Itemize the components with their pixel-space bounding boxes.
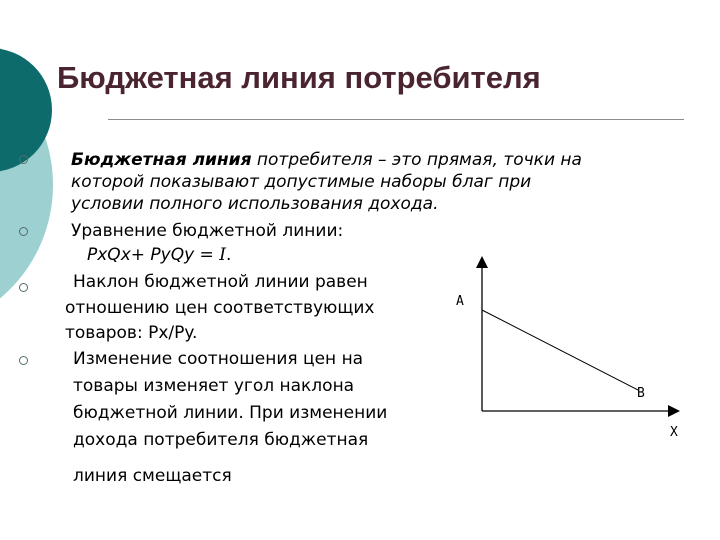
bullet-3-line-1: Наклон бюджетной линии равен <box>73 272 368 292</box>
bullet-1-line-1 <box>71 150 582 170</box>
slide-title: Бюджетная линия потребителя <box>57 60 541 95</box>
bullet-4-line-5: линия смещается <box>73 466 232 486</box>
budget-equation <box>87 245 231 265</box>
budget-line <box>482 310 638 390</box>
x-axis-arrow <box>668 405 680 417</box>
point-b-label: B <box>637 386 645 401</box>
decorative-circles <box>0 0 80 330</box>
y-axis-arrow <box>476 256 488 268</box>
bullet-1-line-2: которой показывают допустимые наборы благ при <box>71 172 532 192</box>
bullet-2-line-1: Уравнение бюджетной линии: <box>71 221 344 241</box>
x-axis-label: X <box>670 425 678 440</box>
equation-formula: PxQx+ PyQy = <box>87 245 220 265</box>
title-divider <box>108 119 684 120</box>
bullet-4-line-2: товары изменяет угол наклона <box>73 376 355 396</box>
bullet-4-line-1: Изменение соотношения цен на <box>73 349 364 369</box>
bullet-3-line-3: товаров: Px/Py. <box>65 323 198 343</box>
budget-line-graph <box>430 250 690 450</box>
bullet-4-line-4: дохода потребителя бюджетная <box>73 430 369 450</box>
bullet-marker-1 <box>19 155 28 164</box>
bullet-3-line-2: отношению цен соответствующих <box>65 298 375 318</box>
equation-income-variable: I <box>219 245 226 265</box>
bullet-1-line-1-text: потребителя – это прямая, точки на <box>251 150 582 170</box>
point-a-label: A <box>456 294 464 309</box>
term-budget-line: Бюджетная линия <box>71 150 252 170</box>
bullet-marker-2 <box>19 227 28 236</box>
bullet-marker-4 <box>19 356 28 365</box>
equation-end: . <box>225 245 232 265</box>
bullet-marker-3 <box>19 283 28 292</box>
bullet-4-line-3: бюджетной линии. При изменении <box>73 403 388 423</box>
bullet-1-line-3: условии полного использования дохода. <box>71 194 439 214</box>
